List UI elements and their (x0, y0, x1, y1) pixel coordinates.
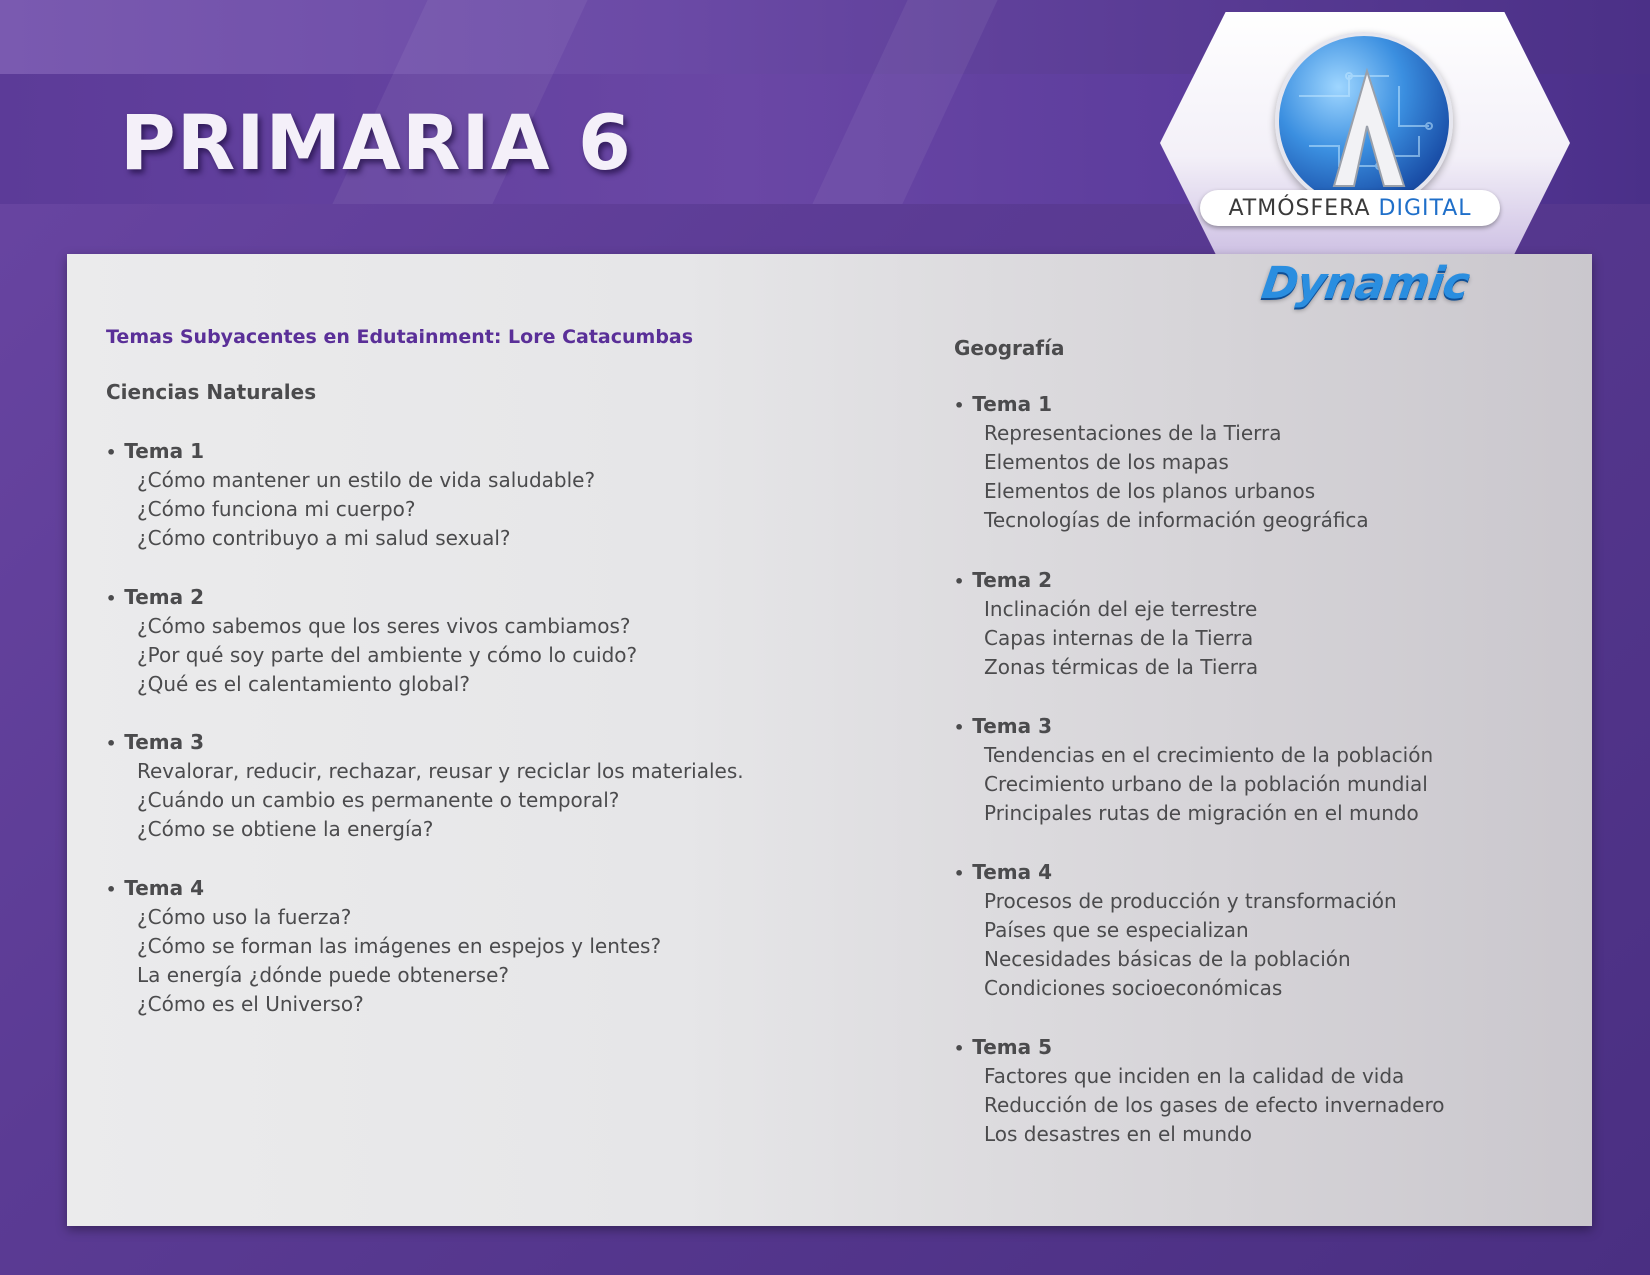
list-item: Inclinación del eje terrestre (984, 597, 1258, 621)
page-title: PRIMARIA 6 (120, 98, 632, 187)
bullet-icon: • (954, 1039, 965, 1058)
atmosfera-globe-logo (1275, 32, 1453, 210)
list-item: Países que se especializan (984, 918, 1249, 942)
list-item: ¿Cómo se forman las imágenes en espejos y lentes? (137, 934, 662, 958)
list-item: Elementos de los planos urbanos (984, 479, 1316, 503)
list-item: Representaciones de la Tierra (984, 421, 1282, 445)
tema-label: • Tema 1 (954, 392, 1052, 416)
tema-list (106, 757, 744, 844)
list-item: La energía ¿dónde puede obtenerse? (137, 963, 510, 987)
tema-label: • Tema 3 (954, 714, 1052, 738)
list-item: ¿Qué es el calentamiento global? (137, 672, 470, 696)
list-item: Condiciones socioeconómicas (984, 976, 1283, 1000)
tema-label: • Tema 5 (954, 1035, 1052, 1059)
list-item: ¿Cómo sabemos que los seres vivos cambiamos? (137, 614, 631, 638)
tema-label: • Tema 4 (954, 860, 1052, 884)
tema-block (954, 712, 1433, 828)
list-item: ¿Cómo funciona mi cuerpo? (137, 497, 416, 521)
list-item: ¿Cuándo un cambio es permanente o temporal? (137, 788, 620, 812)
tema-label: • Tema 3 (106, 730, 204, 754)
tema-block (954, 1033, 1445, 1149)
tema-list (106, 612, 637, 699)
tema-list (954, 419, 1369, 535)
list-item: ¿Cómo mantener un estilo de vida saludable? (137, 468, 596, 492)
list-item: ¿Cómo se obtiene la energía? (137, 817, 434, 841)
tema-label: • Tema 4 (106, 876, 204, 900)
list-item: ¿Cómo es el Universo? (137, 992, 364, 1016)
list-item: Crecimiento urbano de la población mundial (984, 772, 1428, 796)
section-title-geografia: Geografía (954, 336, 1065, 360)
bullet-icon: • (106, 589, 117, 608)
list-item: Factores que inciden en la calidad de vida (984, 1064, 1405, 1088)
bullet-icon: • (106, 880, 117, 899)
list-item: Tendencias en el crecimiento de la población (984, 743, 1434, 767)
list-item: Principales rutas de migración en el mundo (984, 801, 1419, 825)
bullet-icon: • (954, 864, 965, 883)
tema-block (954, 858, 1397, 1003)
dynamic-logo: Dynamic (1258, 258, 1472, 309)
bullet-icon: • (954, 572, 965, 591)
tema-label: • Tema 2 (106, 585, 204, 609)
tema-list (954, 741, 1433, 828)
logo-text-atmosfera: ATMÓSFERA (1228, 195, 1371, 221)
tema-block (106, 874, 661, 1019)
list-item: Revalorar, reducir, rechazar, reusar y reciclar los materiales. (137, 759, 744, 783)
list-item: ¿Por qué soy parte del ambiente y cómo lo cuido? (137, 643, 638, 667)
tema-block (106, 728, 744, 844)
list-item: Elementos de los mapas (984, 450, 1229, 474)
atmosfera-digital-logo (1200, 190, 1500, 226)
bullet-icon: • (954, 396, 965, 415)
tema-list (954, 1062, 1445, 1149)
list-item: ¿Cómo uso la fuerza? (137, 905, 352, 929)
tema-block (106, 583, 637, 699)
bullet-icon: • (106, 734, 117, 753)
list-item: Reducción de los gases de efecto invernadero (984, 1093, 1445, 1117)
logo-text-digital: DIGITAL (1378, 195, 1472, 221)
list-item: Zonas térmicas de la Tierra (984, 655, 1259, 679)
list-item: Los desastres en el mundo (984, 1122, 1252, 1146)
tema-list (106, 903, 661, 1019)
tema-block (954, 566, 1258, 682)
list-item: Procesos de producción y transformación (984, 889, 1397, 913)
document-heading: Temas Subyacentes en Edutainment: Lore Catacumbas (106, 326, 694, 348)
tema-block (954, 390, 1369, 535)
tema-label: • Tema 1 (106, 439, 204, 463)
tema-list (954, 887, 1397, 1003)
section-title-ciencias: Ciencias Naturales (106, 380, 317, 404)
bullet-icon: • (954, 718, 965, 737)
tema-list (954, 595, 1258, 682)
tema-label: • Tema 2 (954, 568, 1052, 592)
tema-block (106, 437, 595, 553)
list-item: Tecnologías de información geográfica (984, 508, 1369, 532)
bullet-icon: • (106, 443, 117, 462)
list-item: Capas internas de la Tierra (984, 626, 1254, 650)
tema-list (106, 466, 595, 553)
list-item: ¿Cómo contribuyo a mi salud sexual? (137, 526, 511, 550)
list-item: Necesidades básicas de la población (984, 947, 1351, 971)
